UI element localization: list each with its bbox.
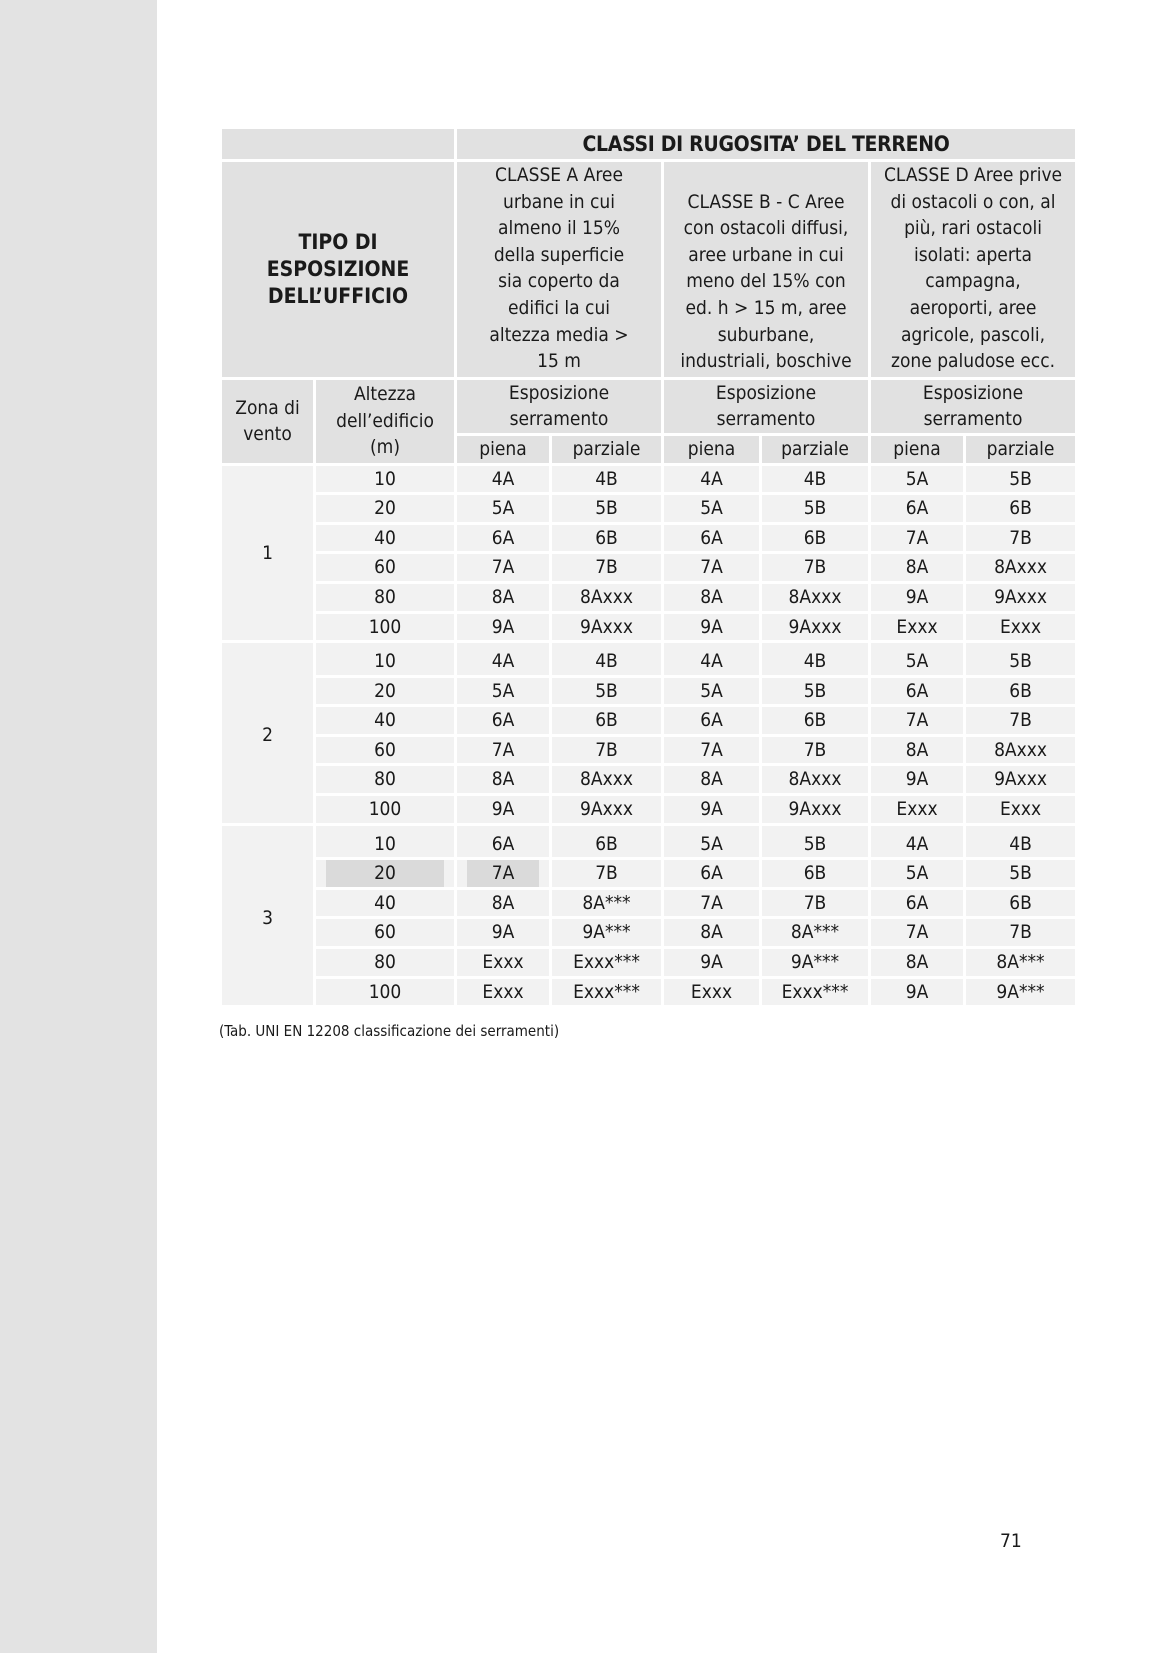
class-value: 8A — [700, 768, 723, 791]
class-value-cell — [762, 678, 868, 705]
table-row — [222, 554, 1075, 581]
class-value-cell — [762, 584, 868, 611]
class-value-cell — [871, 466, 963, 493]
class-value-cell — [871, 919, 963, 946]
class-value-cell — [664, 737, 759, 764]
class-value-cell — [457, 495, 549, 522]
altezza-value: 80 — [374, 768, 396, 791]
class-value: 6B — [595, 526, 618, 549]
class-value-cell — [664, 614, 759, 641]
class-value-cell — [762, 554, 868, 581]
class-value: 8A — [491, 768, 515, 791]
class-value: 7B — [803, 738, 827, 761]
class-value-cell — [664, 766, 759, 793]
class-value-cell — [966, 826, 1075, 858]
class-value: 8A — [491, 891, 515, 914]
class-value: 8A*** — [996, 951, 1045, 974]
class-value: 8A — [491, 585, 515, 608]
class-value-cell — [966, 737, 1075, 764]
class-value-cell — [762, 614, 868, 641]
class-value: 6A — [700, 862, 723, 885]
class-value: Exxx — [999, 798, 1042, 821]
class-value: 8A — [905, 738, 929, 761]
class-value: 9Axxx — [788, 798, 842, 821]
class-value: 7B — [1009, 526, 1032, 549]
class-value: 5B — [803, 497, 827, 520]
class-value: 8Axxx — [788, 585, 842, 608]
class-value-cell — [762, 949, 868, 976]
altezza-cell — [316, 919, 454, 946]
class-value-cell — [871, 643, 963, 675]
class-value-cell — [457, 737, 549, 764]
table-row — [222, 796, 1075, 823]
altezza-value: 100 — [368, 798, 402, 821]
altezza-cell — [316, 554, 454, 581]
class-value-cell — [457, 826, 549, 858]
class-value-cell — [457, 614, 549, 641]
class-value-cell — [966, 554, 1075, 581]
class-value-cell — [762, 919, 868, 946]
class-value: 7B — [595, 738, 618, 761]
class-value: 7A — [700, 556, 723, 579]
altezza-cell — [316, 979, 454, 1006]
table-row — [222, 643, 1075, 675]
altezza-value: 60 — [374, 556, 396, 579]
parziale-header-a: parziale — [552, 436, 661, 463]
class-value-cell — [966, 466, 1075, 493]
class-value: 7A — [905, 526, 929, 549]
class-value: Exxx*** — [781, 980, 849, 1003]
class-value: 4A — [491, 467, 515, 490]
class-value-cell — [966, 525, 1075, 552]
table-caption: (Tab. UNI EN 12208 classificazione dei serramenti) — [219, 1022, 560, 1040]
altezza-value: 20 — [374, 679, 396, 702]
classe-d-header: CLASSE D Aree prive di ostacoli o con, al più, rari ostacoli isolati: aperta campagna, aeroporti, aree agricole, pascoli, zone paludose ecc. — [871, 162, 1075, 377]
class-value: 6A — [905, 497, 929, 520]
class-value-cell — [762, 766, 868, 793]
class-value: 8Axxx — [788, 768, 842, 791]
table-row — [222, 860, 1075, 887]
class-value: 8A*** — [790, 921, 840, 944]
class-value: 5A — [700, 679, 723, 702]
class-value: 7A — [905, 921, 929, 944]
class-value: 6A — [700, 709, 723, 732]
class-value: 9A — [491, 798, 515, 821]
class-value-cell — [966, 979, 1075, 1006]
class-value: 4A — [905, 832, 929, 855]
class-value: 7A — [700, 891, 723, 914]
left-margin-strip — [0, 0, 157, 1653]
class-value-cell — [871, 554, 963, 581]
class-value: 5A — [491, 497, 515, 520]
class-value-cell — [762, 737, 868, 764]
esposizione-header-a: Esposizione serramento — [457, 380, 661, 433]
altezza-value: 20 — [374, 497, 396, 520]
class-value: Exxx — [690, 980, 733, 1003]
class-value: 5A — [905, 467, 929, 490]
table-row — [222, 949, 1075, 976]
class-value-cell — [871, 584, 963, 611]
altezza-value: 10 — [374, 832, 396, 855]
class-value-cell — [552, 525, 661, 552]
class-value-cell — [457, 796, 549, 823]
rugosity-table — [219, 126, 1078, 1008]
class-value: 8A — [700, 921, 723, 944]
class-value: 9A — [700, 951, 723, 974]
class-value-cell — [664, 584, 759, 611]
class-value-cell — [457, 919, 549, 946]
class-value: 8A — [905, 556, 929, 579]
class-value: Exxx*** — [573, 951, 640, 974]
class-value: Exxx — [896, 798, 938, 821]
class-value-cell — [871, 979, 963, 1006]
class-value: Exxx — [999, 615, 1042, 638]
class-value-cell — [762, 979, 868, 1006]
class-value: 7B — [1009, 709, 1032, 732]
class-value-cell — [457, 466, 549, 493]
class-value-cell — [871, 495, 963, 522]
class-value-cell — [871, 737, 963, 764]
table-row — [222, 466, 1075, 493]
piena-header-d: piena — [871, 436, 963, 463]
altezza-cell — [316, 495, 454, 522]
class-value: 7A — [467, 860, 539, 887]
class-value: 7A — [491, 556, 515, 579]
class-value: 9A*** — [996, 980, 1045, 1003]
class-value: 6B — [803, 526, 827, 549]
class-value: Exxx — [482, 980, 524, 1003]
class-value-cell — [871, 890, 963, 917]
class-value: 6A — [700, 526, 723, 549]
class-value: 9A*** — [582, 921, 631, 944]
altezza-cell — [316, 766, 454, 793]
table-row — [222, 584, 1075, 611]
class-value-cell — [552, 466, 661, 493]
altezza-value: 80 — [374, 585, 396, 608]
class-value-cell — [664, 796, 759, 823]
class-value: 9Axxx — [788, 615, 842, 638]
class-value-cell — [552, 949, 661, 976]
class-value: 9A — [700, 798, 723, 821]
class-value-cell — [871, 860, 963, 887]
class-value: 5B — [803, 679, 827, 702]
class-value-cell — [552, 766, 661, 793]
class-value: 4B — [1009, 832, 1032, 855]
altezza-value: 10 — [374, 650, 396, 673]
class-value-cell — [871, 707, 963, 734]
class-value-cell — [457, 979, 549, 1006]
classe-a-header: CLASSE A Aree urbane in cui almeno il 15% della superficie sia coperto da edifici la cui altezza media > 15 m — [457, 162, 661, 377]
class-value-cell — [871, 525, 963, 552]
class-value: 9Axxx — [580, 615, 633, 638]
altezza-value: 40 — [374, 891, 396, 914]
class-value-cell — [457, 678, 549, 705]
class-value-cell — [457, 554, 549, 581]
class-value-cell — [664, 826, 759, 858]
table-row — [222, 678, 1075, 705]
altezza-cell — [316, 643, 454, 675]
class-value-cell — [457, 525, 549, 552]
class-value: 4B — [803, 467, 827, 490]
class-value-cell — [664, 643, 759, 675]
class-value-cell — [552, 979, 661, 1006]
class-value-cell — [552, 643, 661, 675]
altezza-value: 60 — [374, 738, 396, 761]
class-value: 5A — [700, 832, 723, 855]
class-value-cell — [664, 890, 759, 917]
altezza-value: 40 — [374, 709, 396, 732]
class-value: 6B — [1009, 891, 1032, 914]
class-value: 7B — [595, 862, 618, 885]
altezza-cell — [316, 525, 454, 552]
table-row — [222, 614, 1075, 641]
zona-cell: 2 — [222, 643, 313, 823]
class-value-cell — [762, 707, 868, 734]
class-value: 6A — [491, 832, 515, 855]
esposizione-header-bc: Esposizione serramento — [664, 380, 868, 433]
class-value: 7A — [491, 738, 515, 761]
table-row — [222, 495, 1075, 522]
class-value: 6B — [803, 862, 827, 885]
class-value-cell — [457, 890, 549, 917]
class-value-cell — [966, 919, 1075, 946]
classe-bc-header: CLASSE B - C Aree con ostacoli diffusi, aree urbane in cui meno del 15% con ed. h > 15 m, aree suburbane, industriali, boschive — [664, 162, 868, 377]
table-title: CLASSI DI RUGOSITA’ DEL TERRENO — [457, 129, 1075, 159]
class-value-cell — [552, 860, 661, 887]
corner-header-cell — [222, 129, 454, 159]
class-value-cell — [762, 796, 868, 823]
altezza-value: 80 — [374, 951, 396, 974]
class-value-cell — [871, 678, 963, 705]
zona-cell: 3 — [222, 826, 313, 1006]
class-value: 9A — [905, 980, 929, 1003]
class-value-cell — [664, 525, 759, 552]
class-value-cell — [552, 796, 661, 823]
class-value-cell — [966, 584, 1075, 611]
altezza-value: 20 — [326, 860, 444, 887]
parziale-header-bc: parziale — [762, 436, 868, 463]
class-value-cell — [457, 707, 549, 734]
altezza-cell — [316, 737, 454, 764]
class-value-cell — [664, 554, 759, 581]
class-value: 5B — [1009, 467, 1032, 490]
class-value-cell — [871, 796, 963, 823]
altezza-value: 100 — [368, 615, 402, 638]
class-value-cell — [871, 826, 963, 858]
class-value-cell — [871, 614, 963, 641]
class-value-cell — [552, 707, 661, 734]
altezza-cell — [316, 614, 454, 641]
class-value-cell — [762, 826, 868, 858]
class-value-cell — [966, 949, 1075, 976]
class-value-cell — [664, 495, 759, 522]
class-value: 9A — [700, 615, 723, 638]
class-value: 6A — [905, 679, 929, 702]
class-value-cell — [762, 525, 868, 552]
class-value: 5B — [1009, 862, 1032, 885]
class-value-cell — [664, 860, 759, 887]
table-row — [222, 737, 1075, 764]
table-row — [222, 919, 1075, 946]
altezza-cell — [316, 949, 454, 976]
class-value: 4B — [595, 650, 618, 673]
class-value-cell — [552, 826, 661, 858]
altezza-cell — [316, 826, 454, 858]
piena-header-bc: piena — [664, 436, 759, 463]
altezza-cell — [316, 860, 454, 887]
class-value: 6A — [491, 526, 515, 549]
class-value-cell — [966, 707, 1075, 734]
class-value-cell — [552, 584, 661, 611]
class-value: 5B — [1009, 650, 1032, 673]
class-value-cell — [664, 979, 759, 1006]
class-value-cell — [664, 919, 759, 946]
class-value-cell — [552, 890, 661, 917]
class-value-cell — [762, 890, 868, 917]
class-value-cell — [871, 949, 963, 976]
table-row — [222, 707, 1075, 734]
class-value: 6A — [905, 891, 929, 914]
class-value: 8Axxx — [994, 556, 1047, 579]
altezza-value: 40 — [374, 526, 396, 549]
class-value-cell — [552, 737, 661, 764]
class-value-cell — [966, 766, 1075, 793]
class-value: 8Axxx — [994, 738, 1047, 761]
class-value-cell — [966, 678, 1075, 705]
class-value-cell — [966, 643, 1075, 675]
zona-cell: 1 — [222, 466, 313, 641]
class-value: 6B — [1009, 679, 1032, 702]
table-row — [222, 979, 1075, 1006]
altezza-value: 100 — [368, 980, 402, 1003]
class-value: 7A — [905, 709, 929, 732]
class-value: 9Axxx — [580, 798, 633, 821]
class-value-cell — [552, 495, 661, 522]
class-value: 4A — [700, 650, 723, 673]
tipo-esposizione-header: TIPO DI ESPOSIZIONE DELL’UFFICIO — [222, 162, 454, 377]
esposizione-header-d: Esposizione serramento — [871, 380, 1075, 433]
altezza-cell — [316, 678, 454, 705]
class-value-cell — [457, 949, 549, 976]
class-value: 5A — [905, 650, 929, 673]
class-value-cell — [552, 554, 661, 581]
class-value-cell — [966, 890, 1075, 917]
class-value: 8Axxx — [580, 585, 633, 608]
zona-vento-header: Zona di vento — [222, 380, 313, 463]
class-value: 9A — [491, 615, 515, 638]
class-value-cell — [762, 466, 868, 493]
class-value-cell — [966, 495, 1075, 522]
class-value: 7B — [803, 891, 827, 914]
altezza-cell — [316, 584, 454, 611]
class-value-cell — [552, 614, 661, 641]
class-value-cell — [664, 466, 759, 493]
table-row — [222, 826, 1075, 858]
table-row — [222, 890, 1075, 917]
class-value: 5B — [595, 679, 618, 702]
class-value: 8A — [700, 585, 723, 608]
class-value-cell — [457, 643, 549, 675]
class-value: 9Axxx — [994, 768, 1047, 791]
altezza-cell — [316, 890, 454, 917]
class-value: 4B — [595, 467, 618, 490]
table-row — [222, 525, 1075, 552]
class-value: 9A — [491, 921, 515, 944]
class-value: 6B — [1009, 497, 1032, 520]
class-value: 9Axxx — [994, 585, 1047, 608]
piena-header-a: piena — [457, 436, 549, 463]
class-value: Exxx*** — [573, 980, 640, 1003]
class-value-cell — [457, 584, 549, 611]
class-value: 7A — [700, 738, 723, 761]
page-number: 71 — [1000, 1530, 1022, 1552]
class-value-cell — [966, 796, 1075, 823]
table-row — [222, 766, 1075, 793]
class-value: 5B — [595, 497, 618, 520]
class-value: 9A — [905, 585, 929, 608]
altezza-cell — [316, 707, 454, 734]
class-value: 5A — [905, 862, 929, 885]
class-value: 7B — [1009, 921, 1032, 944]
class-value: 6B — [595, 709, 618, 732]
class-value: 6B — [595, 832, 618, 855]
class-value-cell — [664, 678, 759, 705]
class-value: 4A — [700, 467, 723, 490]
altezza-cell — [316, 466, 454, 493]
class-value: 6B — [803, 709, 827, 732]
class-value: 7B — [803, 556, 827, 579]
altezza-header: Altezza dell’edificio (m) — [316, 380, 454, 463]
class-value-cell — [762, 495, 868, 522]
class-value-cell — [966, 860, 1075, 887]
class-value-cell — [552, 678, 661, 705]
class-value-cell — [966, 614, 1075, 641]
class-value-cell — [457, 860, 549, 887]
class-value: 8A*** — [582, 891, 631, 914]
altezza-value: 10 — [374, 467, 396, 490]
class-value-cell — [457, 766, 549, 793]
class-value: 9A*** — [790, 951, 840, 974]
class-value: 4B — [803, 650, 827, 673]
class-value: Exxx — [482, 951, 524, 974]
class-value-cell — [552, 919, 661, 946]
altezza-value: 60 — [374, 921, 396, 944]
parziale-header-d: parziale — [966, 436, 1075, 463]
class-value-cell — [664, 949, 759, 976]
class-value: 8Axxx — [580, 768, 633, 791]
altezza-cell — [316, 796, 454, 823]
class-value-cell — [871, 766, 963, 793]
class-value: 5A — [700, 497, 723, 520]
class-value: 5B — [803, 832, 827, 855]
class-value: 8A — [905, 951, 929, 974]
class-value: 6A — [491, 709, 515, 732]
class-value-cell — [762, 643, 868, 675]
class-value: 9A — [905, 768, 929, 791]
class-value: 7B — [595, 556, 618, 579]
class-value-cell — [664, 707, 759, 734]
class-value: 4A — [491, 650, 515, 673]
class-value-cell — [762, 860, 868, 887]
class-value: Exxx — [896, 615, 938, 638]
class-value: 5A — [491, 679, 515, 702]
